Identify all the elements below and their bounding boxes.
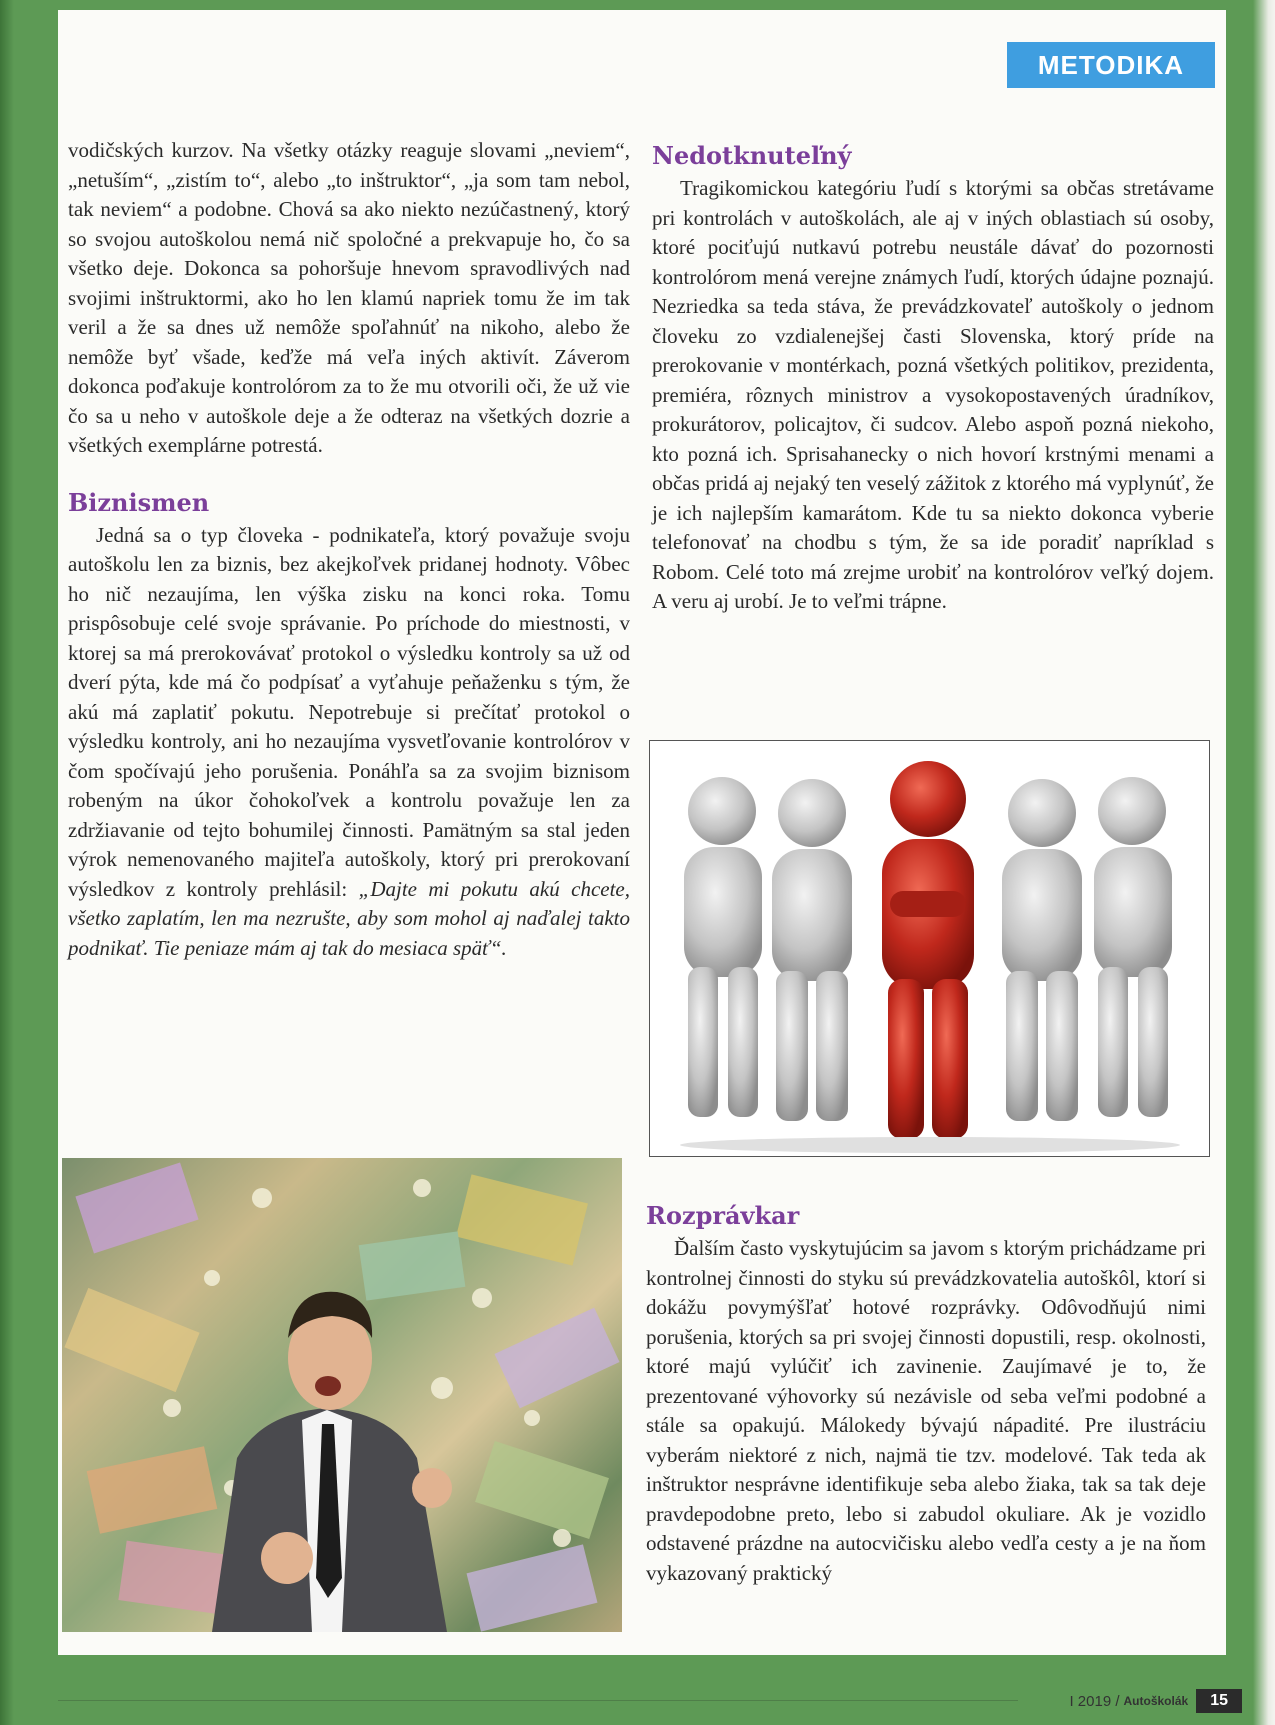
heading-biznismen: Biznismen [68,487,210,517]
footer-issue: I 2019 / [1069,1692,1120,1710]
rozpravkar-body: Ďalším často vyskytujúcim sa javom s ktorým prichádzame pri kontrolnej činnosti do styku sú prevádzkovatelia autoškôl, ktorí si dokážu povymýšľať hotové rozprávky. Odôvodňujú nimi porušenia, ktorých sa pri svojej činnosti dopustili, resp. okolnosti, ktoré majú vylúčiť ich zavinenie. Zaujímavé je to, že prezentované výhovorky sú nezávisle od seba veľmi podobné a stále sa opakujú. Málokedy bývajú nápadité. Pre ilustráciu vyberám niektoré z nich, najmä tie tzv. modelové. Tak teda ak inštruktor nesprávne identifikuje seba alebo žiaka, tak sa tak deje pravdepodobne preto, lebo si zabudol okuliare. Ak je vozidlo odstavené prázdne na autocvičisku alebo vedľa cesty a je na ňom vykazovaný praktický [646,1236,1206,1585]
heading-nedotknutelny: Nedotknuteľný [652,141,852,170]
businessman-money-graphic [62,1158,622,1632]
right-column-bottom [646,1200,1206,1588]
gray-figure [684,777,762,1117]
page-number: 15 [1196,1689,1242,1713]
biznismen-text: Jedná sa o typ človeka - podnikateľa, ktorý považuje svoju autoškolu len za biznis, bez akejkoľvek pridanej hodnoty. Vôbec ho nič nezaujíma, len výška zisku na konci roka. Tomu prispôsobuje celé svoje správanie. Po príchode do miestnosti, v ktorej sa má prerokovávať protokol o výsledku kontroly sa už od dverí pýta, kde má čo podpísať a vyťahuje peňaženku s tým, že akú má zaplatiť pokutu. Nepotrebuje si prečítať protokol o výsledku kontroly, ani ho nezaujíma vysvetľovanie kontrolórov v čom spočívajú jeho porušenia. Ponáhľa sa za svojim biznisom robeným na úkor čohokoľvek a kontrolu považuje len za zdržiavanie od tejto bohumilej činnosti. Pamätným sa stal jeden výrok nemenovaného majiteľa autoškoly, ktorý pri prerokovaní výsledkov z kontroly prehlásil: [68,522,630,901]
heading-rozpravkar: Rozprávkar [646,1201,800,1230]
biznismen-quote: „Dajte mi pokutu akú chcete, všetko zaplatím, len ma nezrušte, aby som mohol aj naďalej takto podnikať. Tie peniaze mám aj tak do mesiaca späť“. [68,876,630,960]
footer-magazine-name: Autoškolák [1123,1694,1189,1708]
businessman-figure [212,1292,452,1632]
left-column [68,136,630,963]
people-figures-graphic [650,741,1210,1157]
page-footer [1069,1688,1242,1714]
nedotknutelny-body: Tragikomickou kategóriu ľudí s ktorými sa občas stretávame pri kontrolách v autoškolách, ale aj v iných oblastiach sú osoby, ktoré pociťujú nutkavú potrebu neustále dávať do pozornosti kontrolórom mená verejne známych ľudí, ktorých údajne poznajú. Nezriedka sa teda stáva, že prevádzkovateľ autoškoly o jednom človeku zo vzdialenejšej časti Slovenska, ktorý príde na prerokovanie v montérkach, pozná všetkých politikov, prezidenta, premiéra, rôznych ministrov a vysokopostavených úradníkov, prokurátorov, policajtov, či sudcov. Alebo aspoň pozná niekoho, kto pozná ich. Sprisahanecky o nich hovorí krstnými menami a občas pridá aj nejaký ten veselý zážitok z ktorého má vyplynúť, že je ich najlepším kamarátom. Kde tu sa niekto dokonca vyberie telefonovať na chodbu s tým, že sa ide poradiť napríklad s Robom. Celé toto má zrejme urobiť na kontrolórov veľký dojem. A veru aj urobí. Je to veľmi trápne. [652,176,1214,613]
right-column-top [652,140,1214,617]
page-frame-right [1253,0,1275,1725]
gray-figure [1094,777,1172,1117]
page-frame-left [0,0,14,1725]
footer-rule [58,1700,1018,1701]
intro-paragraph: vodičských kurzov. Na všetky otázky reaguje slovami „neviem“, „netuším“, „zistím to“, alebo „to inštruktor“, „ja som tam nebol, tak neviem“ a podobne. Chová sa ako niekto nezúčastnený, ktorý so svojou autoškolou nemá nič spoločné a prekvapuje ho, čo sa všetko deje. Dokonca sa pohoršuje hnevom spravodlivých nad svojimi inštruktormi, ako ho len klamú napriek tomu že im tak veril a že sa dnes už nemôže spoľahnúť na nikoho, alebo že nemôže byť všade, keďže má veľa iných aktivít. Záverom dokonca poďakuje kontrolórom za to že mu otvorili oči, že už vie čo sa u neho v autoškole deje a že odteraz na všetkých dozrie a všetkých exemplárne potrestá. [68,138,630,457]
red-leader-figure [882,761,974,1139]
gray-figure [1002,779,1082,1121]
biznismen-body [68,521,630,964]
people-illustration [649,740,1210,1157]
section-tag: METODIKA [1007,42,1215,88]
businessman-money-photo [62,1158,622,1632]
gray-figure [772,779,852,1121]
